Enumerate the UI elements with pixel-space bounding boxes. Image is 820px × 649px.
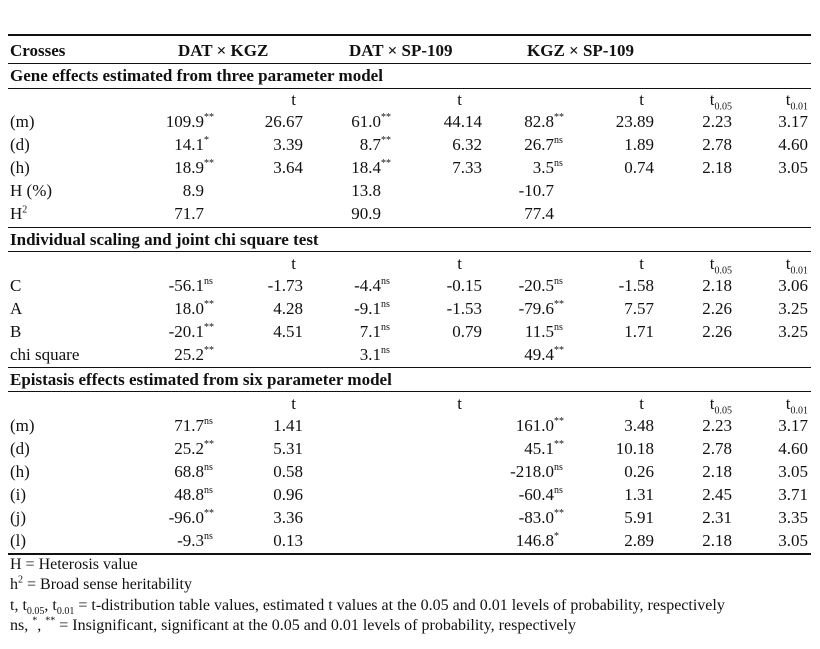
effect-value: $71.7^{ns}$ xyxy=(174,416,213,435)
effect-value: 82.8** xyxy=(524,112,564,131)
footnote-heritability xyxy=(10,575,192,595)
effect-value: 18.0** xyxy=(174,299,214,318)
t-value: 3.17 xyxy=(778,112,808,131)
effect-value: $11.5^{ns}$ xyxy=(524,322,563,341)
table-row xyxy=(0,134,820,156)
effect-value xyxy=(381,484,393,506)
t-value: -1.73 xyxy=(267,276,303,295)
t-header: t xyxy=(291,90,296,109)
t-value: 1.89 xyxy=(624,135,654,154)
header-kgz-sp109: KGZ × SP-109 xyxy=(527,41,634,60)
t-value: 2.45 xyxy=(702,485,732,504)
t-value: -0.15 xyxy=(446,276,482,295)
row-label: B xyxy=(10,322,22,341)
footnote-significance xyxy=(10,616,576,636)
t-value: -1.58 xyxy=(618,276,654,295)
effect-value: -10.7 xyxy=(518,181,554,200)
footnote-3-c: = t-distribution table values, estimated t values at the 0.05 and 0.01 levels of probability, respectively xyxy=(74,597,725,614)
table-row xyxy=(0,180,820,202)
t-value: 3.71 xyxy=(778,485,808,504)
effect-value: $-56.1^{ns}$ xyxy=(168,276,213,295)
effect-value xyxy=(381,461,393,483)
row-label: (l) xyxy=(10,531,27,550)
effect-value xyxy=(381,530,393,552)
t-header: t xyxy=(457,254,462,273)
footnote-1-text: H = Heterosis value xyxy=(10,556,138,573)
table-row xyxy=(0,275,820,297)
t-value: 3.48 xyxy=(624,416,654,435)
row-label: (h) xyxy=(10,462,30,481)
effect-value: $-20.5^{ns}$ xyxy=(518,276,563,295)
table-row xyxy=(0,415,820,437)
footnote-4-c: = Insignificant, significant at the 0.05 and 0.01 levels of probability, respectively xyxy=(55,617,576,634)
t-value: 3.06 xyxy=(778,276,808,295)
t-value: 2.26 xyxy=(702,322,732,341)
effect-value: $3.5^{ns}$ xyxy=(532,158,563,177)
t-header: t xyxy=(639,254,644,273)
effect-value: 161.0** xyxy=(515,416,564,435)
t-005-header: $t_{0.05}$ xyxy=(709,254,732,277)
effect-value xyxy=(381,507,393,529)
table-row xyxy=(0,111,820,133)
footnote-2-h: h xyxy=(10,576,18,593)
table-row xyxy=(0,157,820,179)
t-value: 1.41 xyxy=(273,416,303,435)
t-value: 23.89 xyxy=(615,112,654,131)
effect-value: 77.4 xyxy=(524,204,554,223)
row-label: C xyxy=(10,276,22,295)
effect-value: 13.8 xyxy=(351,181,381,200)
header-crosses: Crosses xyxy=(10,41,66,60)
t-value: 6.32 xyxy=(452,135,482,154)
t-value: 26.67 xyxy=(264,112,303,131)
effect-value: 90.9 xyxy=(351,204,381,223)
effect-value: $-9.3^{ns}$ xyxy=(177,531,213,550)
t-value: 3.05 xyxy=(778,158,808,177)
t-value: 2.89 xyxy=(624,531,654,550)
effect-value: 49.4** xyxy=(524,345,564,364)
t-value: 2.78 xyxy=(702,439,732,458)
effect-value xyxy=(381,438,393,460)
table-row xyxy=(0,530,820,552)
t-value: 1.71 xyxy=(624,322,654,341)
t-value: 4.60 xyxy=(778,439,808,458)
section-title: Gene effects estimated from three parameter model xyxy=(10,66,383,85)
effect-value: 45.1** xyxy=(524,439,564,458)
t-value: 5.91 xyxy=(624,508,654,527)
footnote-4-sup2: ** xyxy=(45,615,56,627)
effect-value: 14.1* xyxy=(174,135,209,154)
effect-value: $7.1^{ns}$ xyxy=(359,322,390,341)
t-value: 0.13 xyxy=(273,531,303,550)
t-header: t xyxy=(457,90,462,109)
table-row xyxy=(0,298,820,320)
t-value: 0.74 xyxy=(624,158,654,177)
t-value: 3.35 xyxy=(778,508,808,527)
t-value: 2.18 xyxy=(702,276,732,295)
t-value: 1.31 xyxy=(624,485,654,504)
row-label: A xyxy=(10,299,23,318)
t-value: 3.05 xyxy=(778,462,808,481)
row-label: (m) xyxy=(10,416,35,435)
t-header: t xyxy=(457,394,462,413)
effect-value: $-4.4^{ns}$ xyxy=(354,276,390,295)
t-001-header: $t_{0.01}$ xyxy=(785,394,808,417)
row-label: (h) xyxy=(10,158,30,177)
t-header: t xyxy=(639,394,644,413)
t-header-row xyxy=(0,393,820,415)
effect-value: 8.9 xyxy=(182,181,204,200)
t-value: 0.58 xyxy=(273,462,303,481)
header-dat-kgz: DAT × KGZ xyxy=(178,41,269,60)
table-header-row xyxy=(0,40,820,62)
t-value: 3.36 xyxy=(273,508,303,527)
effect-value: 146.8* xyxy=(515,531,559,550)
effect-value: $-60.4^{ns}$ xyxy=(518,485,563,504)
t-value: 2.31 xyxy=(702,508,732,527)
table-row xyxy=(0,203,820,225)
effect-value: 8.7** xyxy=(359,135,391,154)
t-value: 2.23 xyxy=(702,416,732,435)
t-value: 10.18 xyxy=(615,439,654,458)
t-value: 4.60 xyxy=(778,135,808,154)
effect-value: -20.1** xyxy=(168,322,214,341)
effect-value: 71.7 xyxy=(174,204,204,223)
table-row xyxy=(0,321,820,343)
t-value: 2.18 xyxy=(702,158,732,177)
t-value: 4.51 xyxy=(273,322,303,341)
footnote-4-sup1: * xyxy=(32,615,38,627)
t-value: 7.57 xyxy=(624,299,654,318)
t-value: 0.96 xyxy=(273,485,303,504)
effect-value: $48.8^{ns}$ xyxy=(174,485,213,504)
t-value: 0.79 xyxy=(452,322,482,341)
row-label: (m) xyxy=(10,112,35,131)
t-header: t xyxy=(639,90,644,109)
footnote-4-a: ns, xyxy=(10,617,33,634)
effect-value: 61.0** xyxy=(351,112,391,131)
t-value: 3.05 xyxy=(778,531,808,550)
effect-value: $26.7^{ns}$ xyxy=(524,135,563,154)
t-value: 2.18 xyxy=(702,531,732,550)
row-label: (i) xyxy=(10,485,27,504)
t-value: 2.78 xyxy=(702,135,732,154)
effect-value: 25.2** xyxy=(174,345,214,364)
footnote-3-a: t, t xyxy=(10,597,27,614)
t-value: 4.28 xyxy=(273,299,303,318)
row-label: $H^2$ xyxy=(10,204,28,223)
effect-value: $3.1^{ns}$ xyxy=(359,345,390,364)
t-value: 3.17 xyxy=(778,416,808,435)
t-value: 3.25 xyxy=(778,299,808,318)
section3-rule xyxy=(8,391,811,392)
t-value: -1.53 xyxy=(446,299,482,318)
section2-rule xyxy=(8,251,811,252)
t-header: t xyxy=(291,394,296,413)
header-rule xyxy=(8,63,811,64)
footnote-t-values xyxy=(10,596,725,616)
table-row xyxy=(0,461,820,483)
effect-value: 109.9** xyxy=(165,112,214,131)
t-value: 2.26 xyxy=(702,299,732,318)
t-005-header: $t_{0.05}$ xyxy=(709,90,732,113)
t-header-row xyxy=(0,89,820,111)
effect-value: 18.9** xyxy=(174,158,214,177)
table-row xyxy=(0,438,820,460)
effect-value: -96.0** xyxy=(168,508,214,527)
effect-value: -79.6** xyxy=(518,299,564,318)
footnote-2-sup: 2 xyxy=(18,574,23,586)
t-001-header: $t_{0.01}$ xyxy=(785,90,808,113)
t-001-header: $t_{0.01}$ xyxy=(785,254,808,277)
header-dat-sp109: DAT × SP-109 xyxy=(349,41,453,60)
effect-value: $68.8^{ns}$ xyxy=(174,462,213,481)
section2-top-rule xyxy=(8,227,811,228)
footnote-heterosis xyxy=(10,555,138,575)
section-title: Epistasis effects estimated from six parameter model xyxy=(10,370,392,389)
t-value: 2.23 xyxy=(702,112,732,131)
footnote-3-sub2: 0.01 xyxy=(56,606,75,618)
t-header: t xyxy=(291,254,296,273)
row-label: H (%) xyxy=(10,181,53,200)
effect-value: $-9.1^{ns}$ xyxy=(354,299,390,318)
t-value: 5.31 xyxy=(273,439,303,458)
t-value: 2.18 xyxy=(702,462,732,481)
t-value: 44.14 xyxy=(443,112,482,131)
footnote-3-sub1: 0.05 xyxy=(26,606,45,618)
table-row xyxy=(0,344,820,366)
table-row xyxy=(0,484,820,506)
row-label: (d) xyxy=(10,439,30,458)
footnote-4-b: , xyxy=(37,617,46,634)
row-label: (d) xyxy=(10,135,30,154)
section-title: Individual scaling and joint chi square test xyxy=(10,230,319,249)
t-value: 7.33 xyxy=(452,158,482,177)
t-005-header: $t_{0.05}$ xyxy=(709,394,732,417)
t-value: 3.25 xyxy=(778,322,808,341)
section3-top-rule xyxy=(8,367,811,368)
t-header-row xyxy=(0,253,820,275)
effect-value: -83.0** xyxy=(518,508,564,527)
footnote-3-b: , t xyxy=(44,597,57,614)
t-value: 3.39 xyxy=(273,135,303,154)
effect-value: 25.2** xyxy=(174,439,214,458)
effect-value xyxy=(381,415,393,437)
row-label: chi square xyxy=(10,345,80,364)
table-row xyxy=(0,507,820,529)
footnote-2-text: = Broad sense heritability xyxy=(23,576,192,593)
row-label: (j) xyxy=(10,508,27,527)
effect-value: 18.4** xyxy=(351,158,391,177)
t-value: 3.64 xyxy=(273,158,303,177)
effect-value: $-218.0^{ns}$ xyxy=(510,462,563,481)
top-rule xyxy=(8,34,811,36)
t-value: 0.26 xyxy=(624,462,654,481)
